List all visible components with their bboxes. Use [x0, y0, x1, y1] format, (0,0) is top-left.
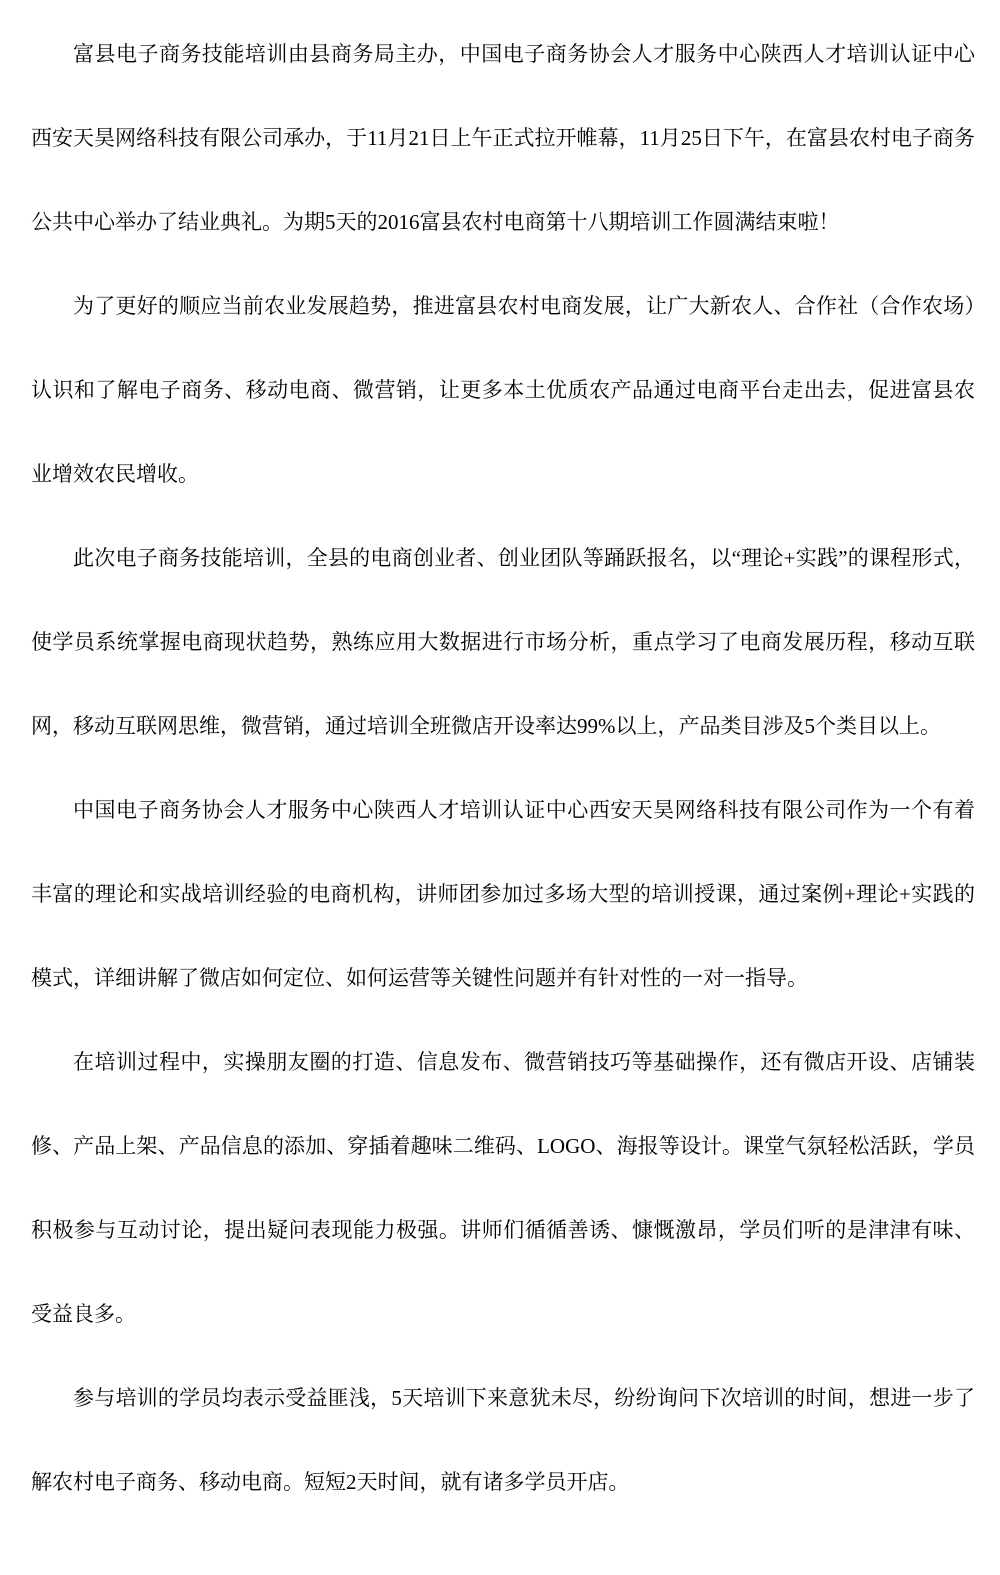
paragraph-training-process: 在培训过程中，实操朋友圈的打造、信息发布、微营销技巧等基础操作，还有微店开设、店铺装修、产品上架、产品信息的添加、穿插着趣味二维码、LOGO、海报等设计。课堂气氛轻松活跃，学员积极参与互动讨论，提出疑问表现能力极强。讲师们循循善诱、慷慨激昂，学员们听的是津津有味、受益良多。	[31, 1050, 975, 1326]
paragraph-course-format: 此次电子商务技能培训，全县的电商创业者、创业团队等踊跃报名，以“理论+实践”的课程形式，使学员系统掌握电商现状趋势，熟练应用大数据进行市场分析，重点学习了电商发展历程，移动互联网，移动互联网思维，微营销，通过培训全班微店开设率达99%以上，产品类目涉及5个类目以上。	[31, 546, 975, 738]
paragraph-organizer-experience: 中国电子商务协会人才服务中心陕西人才培训认证中心西安天昊网络科技有限公司作为一个有着丰富的理论和实战培训经验的电商机构，讲师团参加过多场大型的培训授课，通过案例+理论+实践的模式，详细讲解了微店如何定位、如何运营等关键性问题并有针对性的一对一指导。	[31, 798, 975, 990]
paragraph-purpose: 为了更好的顺应当前农业发展趋势，推进富县农村电商发展，让广大新农人、合作社（合作农场）认识和了解电子商务、移动电商、微营销，让更多本土优质农产品通过电商平台走出去，促进富县农业增效农民增收。	[31, 294, 975, 486]
paragraph-training-overview: 富县电子商务技能培训由县商务局主办，中国电子商务协会人才服务中心陕西人才培训认证中心西安天昊网络科技有限公司承办，于11月21日上午正式拉开帷幕，11月25日下午，在富县农村电子商务公共中心举办了结业典礼。为期5天的2016富县农村电商第十八期培训工作圆满结束啦！	[31, 42, 975, 234]
paragraph-trainee-feedback: 参与培训的学员均表示受益匪浅，5天培训下来意犹未尽，纷纷询问下次培训的时间，想进一步了解农村电子商务、移动电商。短短2天时间，就有诸多学员开店。	[31, 1386, 975, 1494]
